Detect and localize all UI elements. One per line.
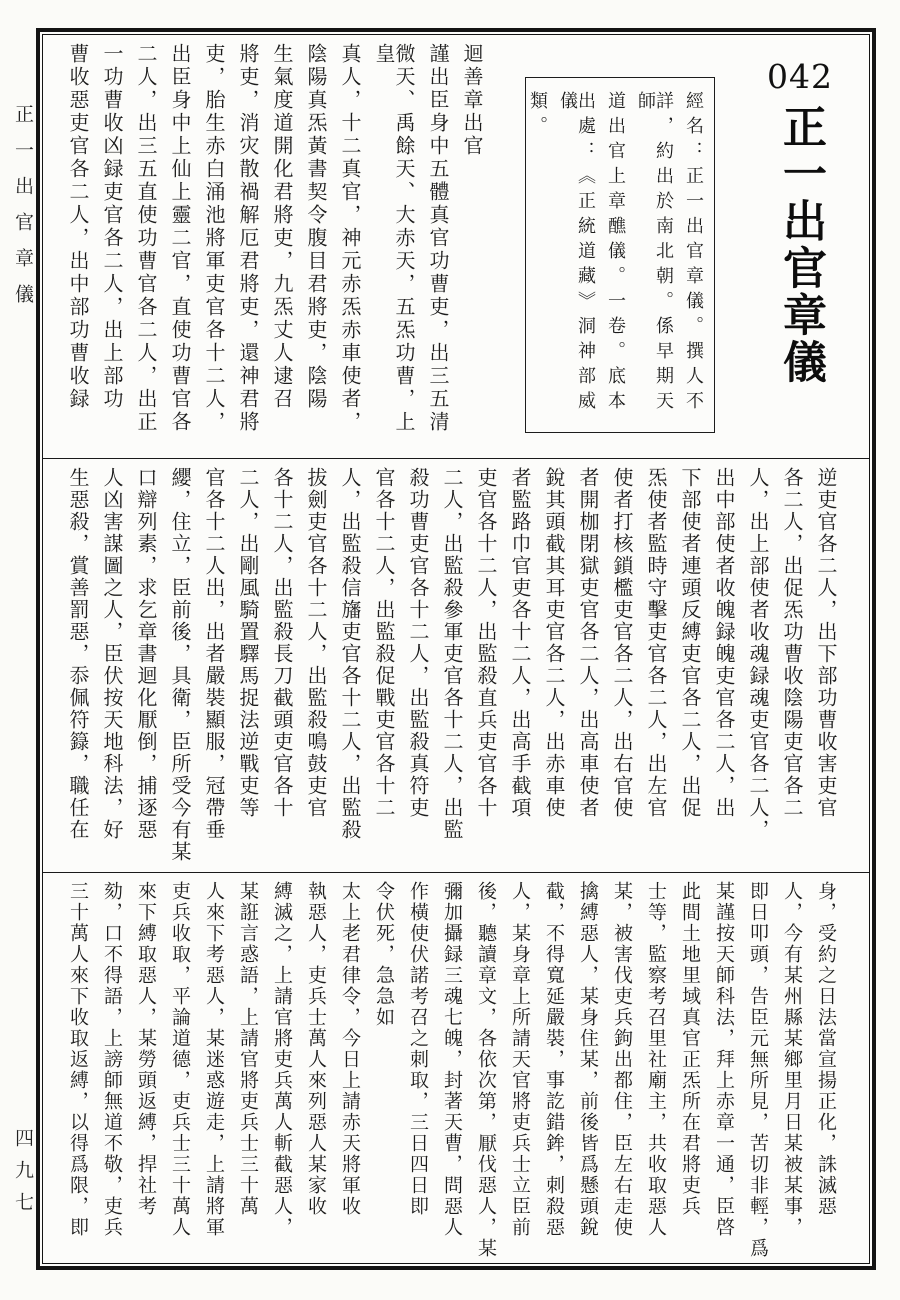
colophon-column: 經名：正一出官章儀。撰人不 [684, 91, 704, 416]
text-column: 身，受約之日法當宣揚正化，誅滅惡 [815, 881, 836, 1217]
text-column: 者監路巾官吏各十二人，出高手截項 [508, 467, 530, 819]
text-column: 將吏，消灾散禍解厄君將吏，還神君將 [236, 43, 258, 434]
text-column: 各十二人，出監殺長刀截頭吏官各十 [270, 467, 292, 819]
text-column: 銳其頭截其耳吏官各二人，出赤車使 [542, 467, 564, 819]
text-column: 吏兵收取，平論道德，吏兵士三十萬人 [169, 881, 190, 1238]
text-column: 截，不得寬延嚴裝，事訖錯鉾，刺殺惡 [543, 881, 564, 1238]
text-column: 來下縛取惡人，某勞頭返縛，捍社考 [135, 881, 156, 1217]
text-column: 者開枷閉獄吏官各二人，出高車使者 [576, 467, 598, 819]
text-column: 微天、禹餘天、大赤天，五炁功曹，上皇 [372, 43, 414, 434]
text-column: 陰陽真炁黃書契令腹目君將吏，陰陽 [304, 43, 326, 411]
text-column: 口辯列素，求乞章書迴化厭倒，捕逐惡 [134, 467, 156, 841]
text-column: 某誑言惑語，上請官將吏兵士三十萬 [237, 881, 258, 1217]
text-column: 彌加攝録三魂七魄，封著天曹，問惡人 [441, 881, 462, 1238]
colophon-column: 詳，約出於南北朝。係早期天師 [636, 91, 674, 416]
text-column: 纓，住立，臣前後，具衛，臣所受今有某 [168, 467, 190, 863]
text-column: 人，出監殺信旛吏官各十二人，出監殺 [338, 467, 360, 841]
text-column: 即日叩頭，告臣元無所見，苦切非輕，爲 [747, 881, 768, 1259]
section-bottom-columns [53, 881, 835, 1300]
section-top-text [53, 43, 519, 452]
text-column: 人來下考惡人，某迷惑遊走，上請將軍 [203, 881, 224, 1238]
text-column: 一功曹收凶録吏官各二人，出上部功 [100, 43, 122, 411]
text-column: 生惡殺，賞善罰惡，忝佩符籙，職任在 [66, 467, 88, 841]
text-column: 三十萬人來下收取返縛，以得爲限，即 [67, 881, 88, 1238]
text-column: 逆吏官各二人，出下部功曹收害吏官 [814, 467, 836, 819]
text-column: 拔劍吏官各十二人，出監殺鳴鼓吏官 [304, 467, 326, 819]
text-column: 人，某身章上所請天官將吏兵士立臣前 [509, 881, 530, 1238]
text-column: 生氣度道開化君將吏，九炁丈人逮召 [270, 43, 292, 411]
text-column: 人，今有某州縣某鄉里月日某被某事， [781, 881, 802, 1238]
text-column: 出中部使者收魄録魄吏官各二人，出 [712, 467, 734, 819]
text-column: 某謹按天師科法，拜上赤章一通，臣啓 [713, 881, 734, 1238]
text-column: 士等，監察考召里社廟主，共收取惡人 [645, 881, 666, 1238]
colophon-columns [528, 91, 704, 419]
text-column: 下部使者連頭反縛吏官各二人，出促 [678, 467, 700, 819]
text-column: 人凶害謀圖之人，臣伏按天地科法，好 [100, 467, 122, 841]
colophon-column: 類。 [528, 91, 548, 141]
text-column: 某，被害伐吏兵鉤出都住，臣左右走使 [611, 881, 632, 1238]
page-frame-inner [42, 34, 870, 1264]
catalog-number: 042 [767, 57, 833, 96]
text-column: 二人，出剛風騎置驛馬捉法逆戰吏等 [236, 467, 258, 819]
section-top [43, 35, 869, 459]
text-column: 劾，口不得語，上謗師無道不敬，吏兵 [101, 881, 122, 1238]
text-column: 人，出上部使者收魂録魂吏官各二人， [746, 467, 768, 841]
text-column: 執惡人，吏兵士萬人來列惡人某家收 [305, 881, 326, 1217]
section-top-columns [67, 43, 447, 452]
section-heading: 迴善章出官 [460, 43, 482, 158]
text-column: 各二人，出促炁功曹收陰陽吏官各二 [780, 467, 802, 819]
text-column: 吏官各十二人，出監殺直兵吏官各十 [474, 467, 496, 819]
page-frame [36, 28, 876, 1270]
colophon-box-area [519, 43, 725, 452]
text-column: 真人，十二真官，神元赤炁赤車使者， [338, 43, 360, 434]
text-column: 官各十二人，出監殺促戰吏官各十二 [372, 467, 394, 819]
text-column: 後，聽讀章文，各依次第，厭伐惡人，某 [475, 881, 496, 1259]
text-column: 縛滅之，上請官將吏兵萬人斬截惡人， [271, 881, 292, 1238]
text-column: 二人，出監殺參軍吏官各十二人，出監 [440, 467, 462, 841]
text-column: 使者打核鎖檻吏官各二人，出右官使 [610, 467, 632, 819]
text-column: 此間土地里域真官正炁所在君將吏兵 [679, 881, 700, 1217]
text-column: 令伏死，急急如 [373, 881, 394, 1028]
page-number: 四九七 [12, 1128, 33, 1224]
colophon-column: 出處：《正統道藏》洞神部威儀 [558, 91, 596, 416]
text-column: 太上老君律令，今日上請赤天將軍收 [339, 881, 360, 1217]
colophon-box [525, 77, 715, 433]
document-title: 正一出官章儀 [776, 104, 825, 386]
text-column: 炁使者監時守擊吏官各二人，出左官 [644, 467, 666, 819]
text-column: 曹收惡吏官各二人，出中部功曹收録 [66, 43, 88, 411]
text-column: 官各十二人出，出者嚴裝顯服，冠帶垂 [202, 467, 224, 841]
margin-title: 正一出官章儀 [12, 104, 33, 320]
section-bottom [43, 873, 869, 1300]
text-column: 出臣身中上仙上靈二官，直使功曹官各 [168, 43, 190, 434]
section-middle-columns [53, 467, 835, 866]
text-column: 擒縛惡人，某身住某，前後皆爲懸頭銳 [577, 881, 598, 1238]
text-column: 殺功曹吏官各十二人，出監殺真符吏 [406, 467, 428, 819]
text-column: 謹出臣身中五體真官功曹吏，出三五清 [426, 43, 448, 434]
text-column: 吏，胎生赤白涌池將軍吏官各十二人， [202, 43, 224, 434]
text-column: 作橫使伏諾考召之刺取，三日四日即 [407, 881, 428, 1217]
title-area [725, 43, 875, 452]
section-middle [43, 459, 869, 873]
text-column: 二人，出三五直使功曹官各二人，出正 [134, 43, 156, 434]
colophon-column: 道出官上章醮儀。一卷。底本 [606, 91, 626, 416]
